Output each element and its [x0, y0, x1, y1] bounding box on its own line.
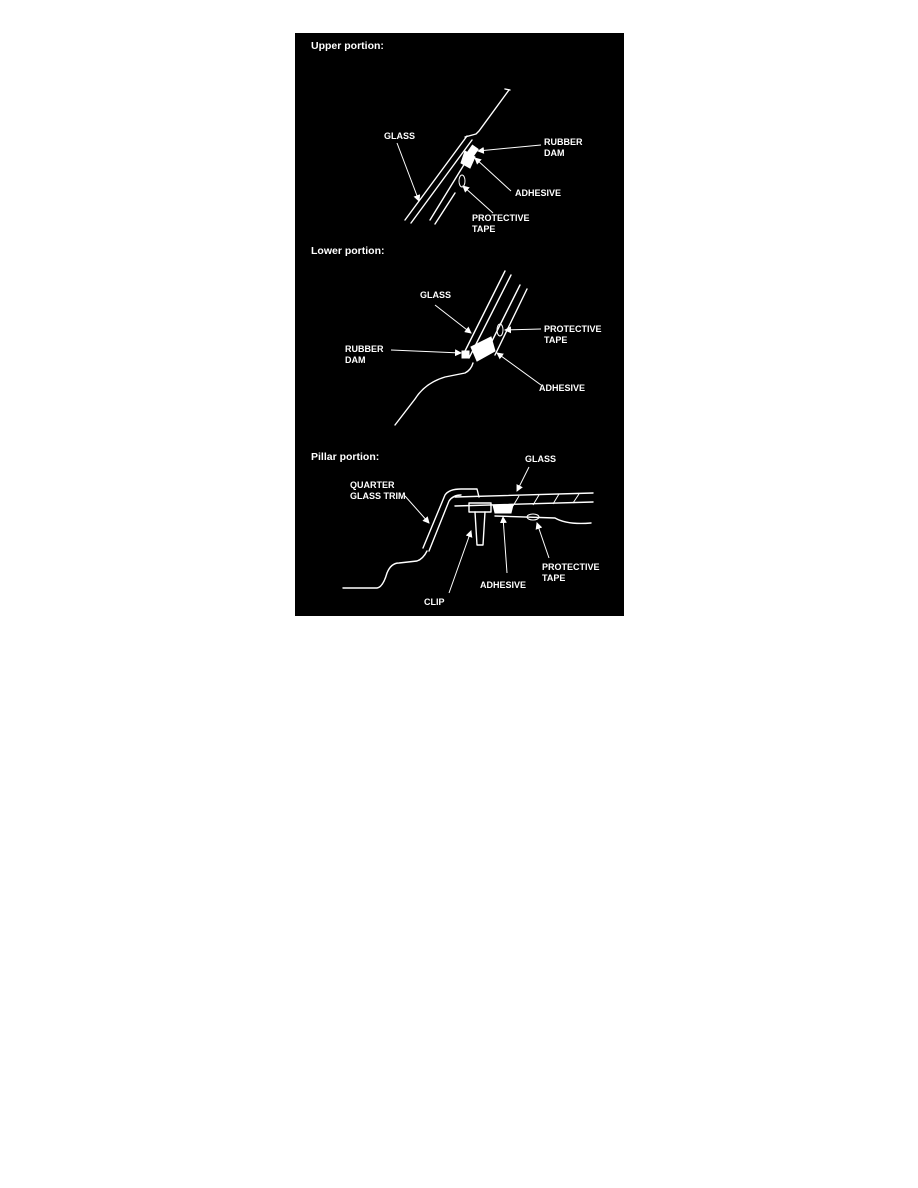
label-pillar-adhesive: ADHESIVE	[480, 580, 527, 590]
label-upper-adhesive: ADHESIVE	[515, 188, 562, 198]
section-title-pillar: Pillar portion:	[311, 451, 380, 463]
label-upper-glass: GLASS	[384, 131, 416, 141]
label-upper-protective-tape: PROTECTIVE TAPE	[472, 213, 530, 234]
lower-portion-drawing	[391, 271, 541, 425]
installation-diagram	[295, 33, 624, 616]
label-pillar-quarter-glass-trim: QUARTER GLASS TRIM	[350, 480, 406, 501]
label-pillar-glass: GLASS	[525, 454, 557, 464]
label-pillar-clip: CLIP	[424, 597, 445, 607]
label-upper-rubber-dam: RUBBER DAM	[544, 137, 583, 158]
label-lower-adhesive: ADHESIVE	[539, 383, 586, 393]
label-lower-protective-tape: PROTECTIVE TAPE	[544, 324, 602, 345]
upper-portion-drawing	[397, 89, 541, 224]
label-lower-glass: GLASS	[420, 290, 452, 300]
section-title-upper: Upper portion:	[311, 40, 384, 52]
section-title-lower: Lower portion:	[311, 245, 385, 257]
label-lower-rubber-dam: RUBBER DAM	[345, 344, 384, 365]
label-pillar-protective-tape: PROTECTIVE TAPE	[542, 562, 600, 583]
